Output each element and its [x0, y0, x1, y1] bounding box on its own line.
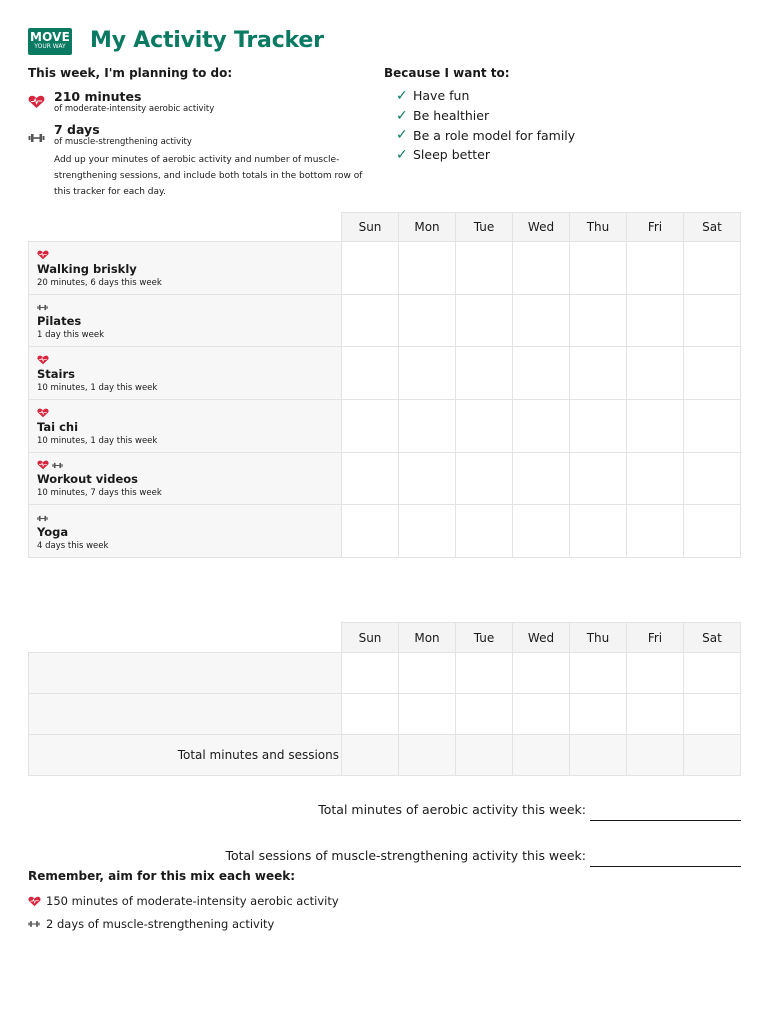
strength-goal-value: 7 days	[54, 122, 100, 137]
day-cell[interactable]	[399, 347, 456, 400]
header-corner	[29, 213, 342, 242]
activity-name: Pilates	[37, 314, 82, 329]
day-cell[interactable]	[627, 294, 684, 347]
day-cell[interactable]	[627, 505, 684, 558]
total-cell[interactable]	[684, 735, 741, 776]
day-cell[interactable]	[684, 347, 741, 400]
aerobic-goal-desc: of moderate-intensity aerobic activity	[54, 104, 215, 114]
day-header: Tue	[456, 213, 513, 242]
day-header: Wed	[513, 213, 570, 242]
blank-tracker-table	[28, 622, 741, 776]
activity-icons	[37, 406, 333, 420]
motivation-item: ✓ Sleep better	[396, 146, 490, 163]
day-cell[interactable]	[684, 294, 741, 347]
day-cell[interactable]	[513, 452, 570, 505]
dumbbell-icon	[37, 304, 48, 311]
dumbbell-icon	[37, 515, 48, 522]
heart-icon	[37, 408, 49, 418]
day-cell[interactable]	[399, 242, 456, 295]
day-cell[interactable]	[627, 400, 684, 453]
activity-name: Stairs	[37, 367, 75, 382]
activity-desc: 1 day this week	[37, 330, 104, 341]
day-cell[interactable]	[570, 347, 627, 400]
day-header: Sat	[684, 623, 741, 653]
activity-name: Workout videos	[37, 472, 138, 487]
activity-name: Yoga	[37, 525, 69, 540]
day-cell[interactable]	[513, 294, 570, 347]
day-cell[interactable]	[570, 694, 627, 735]
heart-icon	[28, 896, 46, 907]
day-cell[interactable]	[684, 452, 741, 505]
day-cell[interactable]	[627, 242, 684, 295]
day-cell[interactable]	[513, 694, 570, 735]
heart-icon	[28, 94, 45, 113]
checkmark-icon: ✓	[396, 146, 408, 163]
activity-desc: 10 minutes, 1 day this week	[37, 383, 158, 394]
day-cell[interactable]	[570, 452, 627, 505]
blank-activity-row	[29, 694, 741, 735]
total-cell[interactable]	[399, 735, 456, 776]
day-header: Mon	[399, 213, 456, 242]
activity-name: Walking briskly	[37, 261, 137, 276]
activity-cell	[29, 294, 342, 347]
day-cell[interactable]	[456, 452, 513, 505]
checkmark-icon: ✓	[396, 127, 408, 144]
day-cell[interactable]	[399, 505, 456, 558]
day-header: Sat	[684, 213, 741, 242]
activity-desc: 10 minutes, 1 day this week	[37, 435, 158, 446]
activity-desc: 10 minutes, 7 days this week	[37, 488, 162, 499]
day-cell[interactable]	[627, 694, 684, 735]
checkmark-icon: ✓	[396, 87, 408, 104]
aerobic-total-field[interactable]	[590, 805, 741, 821]
table-header-row	[29, 213, 741, 242]
activity-row	[29, 400, 741, 453]
day-cell[interactable]	[399, 400, 456, 453]
day-cell[interactable]	[399, 294, 456, 347]
day-cell[interactable]	[456, 347, 513, 400]
checkmark-icon: ✓	[396, 107, 408, 124]
day-header: Mon	[399, 623, 456, 653]
dumbbell-icon	[28, 920, 46, 928]
day-cell[interactable]	[456, 400, 513, 453]
activity-cell	[29, 452, 342, 505]
day-cell[interactable]	[684, 242, 741, 295]
aerobic-goal-value: 210 minutes	[54, 89, 142, 104]
day-cell[interactable]	[342, 653, 399, 694]
recommendation-item: 150 minutes of moderate-intensity aerobic activity	[28, 894, 339, 908]
remember-heading: Remember, aim for this mix each week:	[28, 869, 296, 883]
total-cell[interactable]	[627, 735, 684, 776]
activity-cell	[29, 400, 342, 453]
day-header: Thu	[570, 213, 627, 242]
day-cell[interactable]	[456, 242, 513, 295]
table-header-row	[29, 623, 741, 653]
day-cell[interactable]	[342, 505, 399, 558]
activity-row	[29, 452, 741, 505]
blank-activity-row	[29, 653, 741, 694]
motivation-item: ✓ Have fun	[396, 87, 470, 104]
day-cell[interactable]	[684, 505, 741, 558]
day-cell[interactable]	[627, 452, 684, 505]
day-cell[interactable]	[513, 653, 570, 694]
activity-icons	[37, 511, 333, 525]
activity-tracker-table	[28, 212, 741, 558]
day-cell[interactable]	[570, 294, 627, 347]
activity-cell	[29, 242, 342, 295]
day-cell[interactable]	[513, 505, 570, 558]
activity-name: Tai chi	[37, 419, 79, 434]
motivation-list	[396, 86, 575, 165]
day-cell[interactable]	[513, 242, 570, 295]
header-corner	[29, 623, 342, 653]
blank-activity-cell[interactable]	[29, 653, 342, 694]
day-header: Fri	[627, 623, 684, 653]
heart-icon	[37, 250, 49, 260]
day-header: Sun	[342, 213, 399, 242]
activity-row	[29, 347, 741, 400]
activity-row	[29, 505, 741, 558]
move-your-way-logo: MOVE YOUR WAY	[28, 28, 72, 55]
day-header: Wed	[513, 623, 570, 653]
total-cell[interactable]	[513, 735, 570, 776]
day-cell[interactable]	[342, 452, 399, 505]
recommendation-item: 2 days of muscle-strengthening activity	[28, 917, 274, 931]
activity-cell	[29, 505, 342, 558]
activity-icons	[37, 300, 333, 314]
heart-icon	[37, 355, 49, 365]
day-cell[interactable]	[513, 400, 570, 453]
total-cell[interactable]	[456, 735, 513, 776]
totals-row-label: Total minutes and sessions	[29, 735, 342, 776]
day-cell[interactable]	[456, 694, 513, 735]
dumbbell-icon	[52, 462, 63, 469]
activity-cell	[29, 347, 342, 400]
dumbbell-icon	[28, 128, 45, 147]
activity-icons	[37, 353, 333, 367]
motivation-heading: Because I want to:	[384, 66, 510, 80]
day-cell[interactable]	[570, 653, 627, 694]
heart-icon	[37, 460, 49, 470]
day-cell[interactable]	[456, 505, 513, 558]
aerobic-total-label: Total minutes of aerobic activity this week:	[318, 802, 586, 817]
day-cell[interactable]	[399, 694, 456, 735]
plan-heading: This week, I'm planning to do:	[28, 66, 233, 80]
activity-icons	[37, 458, 333, 472]
motivation-item: ✓ Be a role model for family	[396, 127, 576, 144]
activity-row	[29, 294, 741, 347]
day-cell[interactable]	[570, 400, 627, 453]
day-cell[interactable]	[684, 653, 741, 694]
day-cell[interactable]	[513, 347, 570, 400]
day-cell[interactable]	[342, 694, 399, 735]
day-cell[interactable]	[570, 242, 627, 295]
day-header: Fri	[627, 213, 684, 242]
motivation-item: ✓ Be healthier	[396, 107, 490, 124]
blank-activity-cell[interactable]	[29, 694, 342, 735]
day-header: Sun	[342, 623, 399, 653]
activity-desc: 4 days this week	[37, 541, 109, 552]
day-cell[interactable]	[342, 347, 399, 400]
day-cell[interactable]	[570, 505, 627, 558]
tracker-instructions: Add up your minutes of aerobic activity and number of muscle-strengthening sessions, and include both totals in the bottom row of this tracker for each day.	[54, 155, 363, 197]
day-cell[interactable]	[399, 653, 456, 694]
page-title: My Activity Tracker	[90, 28, 324, 53]
activity-row	[29, 242, 741, 295]
day-cell[interactable]	[456, 294, 513, 347]
day-header: Thu	[570, 623, 627, 653]
day-cell[interactable]	[342, 242, 399, 295]
day-cell[interactable]	[684, 694, 741, 735]
day-cell[interactable]	[399, 452, 456, 505]
totals-row	[29, 735, 741, 776]
day-header: Tue	[456, 623, 513, 653]
strength-total-label: Total sessions of muscle-strengthening activity this week:	[225, 848, 586, 863]
day-cell[interactable]	[342, 294, 399, 347]
day-cell[interactable]	[342, 400, 399, 453]
strength-goal-desc: of muscle-strengthening activity	[54, 137, 192, 147]
total-cell[interactable]	[570, 735, 627, 776]
day-cell[interactable]	[456, 653, 513, 694]
total-cell[interactable]	[342, 735, 399, 776]
day-cell[interactable]	[627, 653, 684, 694]
day-cell[interactable]	[684, 400, 741, 453]
activity-icons	[37, 248, 333, 262]
day-cell[interactable]	[627, 347, 684, 400]
activity-desc: 20 minutes, 6 days this week	[37, 277, 162, 288]
strength-total-field[interactable]	[590, 851, 741, 867]
